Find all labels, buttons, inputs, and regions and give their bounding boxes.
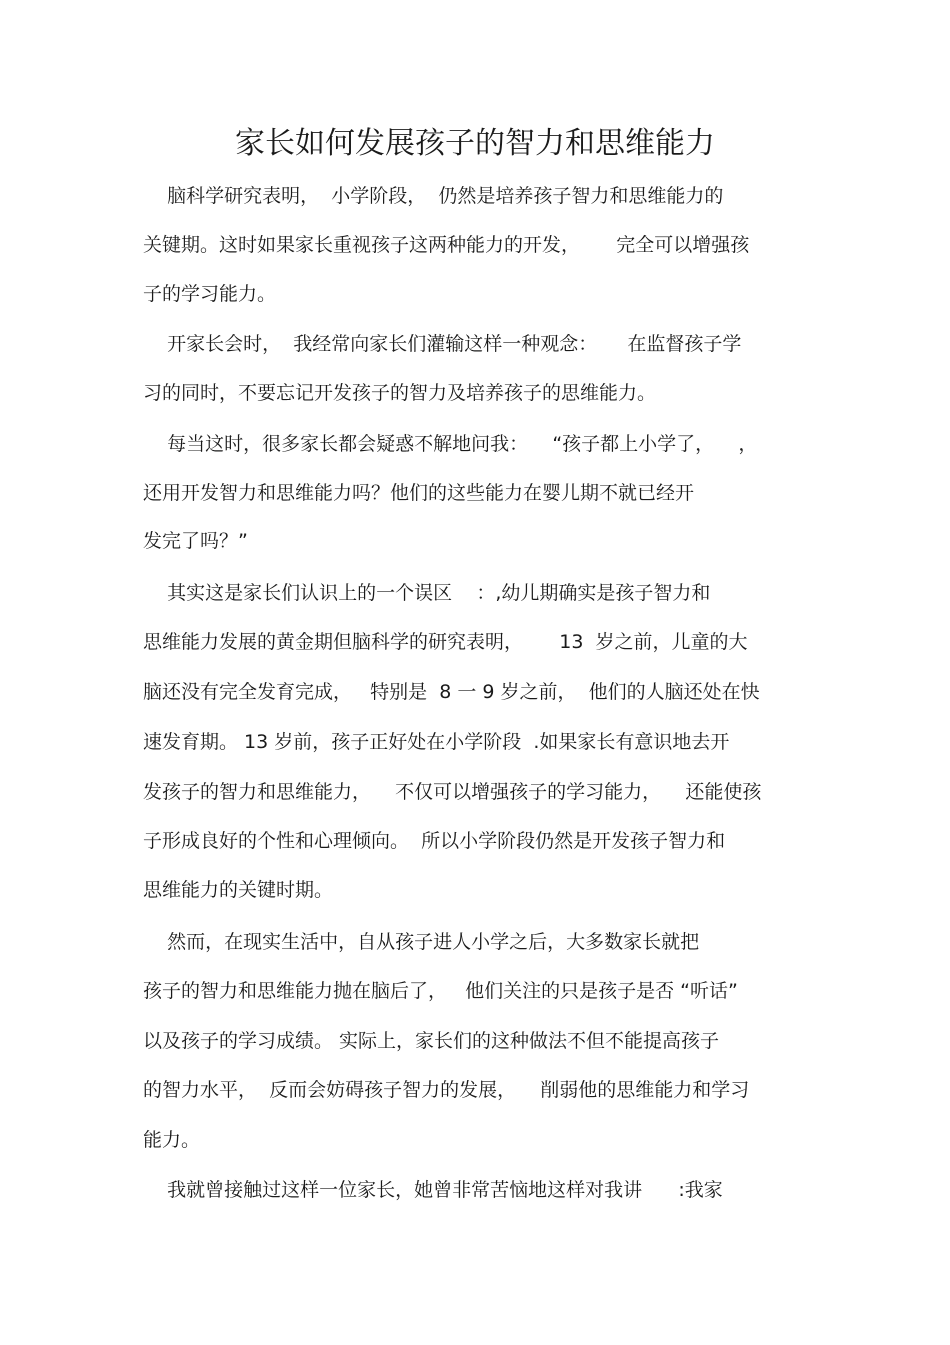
text-line: 能力。 — [143, 1129, 201, 1151]
text-line: 思维能力的关键时期。 — [143, 879, 334, 901]
text-line: 脑还没有完全发育完成， 特别是 8 一 9 岁之前， 他们的人脑还处在快 — [143, 681, 760, 703]
text-line: 还用开发智力和思维能力吗？他们的这些能力在婴儿期不就已经开 — [143, 482, 695, 504]
text-line: 习的同时，不要忘记开发孩子的智力及培养孩子的思维能力。 — [143, 382, 657, 404]
text-line: 然而，在现实生活中，自从孩子进人小学之后，大多数家长就把 — [143, 931, 700, 953]
text-line: 子形成良好的个性和心理倾向。 所以小学阶段仍然是开发孩子智力和 — [143, 830, 726, 852]
text-line: 以及孩子的学习成绩。 实际上，家长们的这种做法不但不能提高孩子 — [143, 1030, 720, 1052]
text-line: 脑科学研究表明， 小学阶段， 仍然是培养孩子智力和思维能力的 — [143, 185, 724, 207]
text-line: 孩子的智力和思维能力抛在脑后了， 他们关注的只是孩子是否 “听话” — [143, 980, 738, 1002]
text-line: 速发育期。 13 岁前，孩子正好处在小学阶段 .如果家长有意识地去开 — [143, 731, 730, 753]
text-line: 发孩子的智力和思维能力， 不仅可以增强孩子的学习能力， 还能使孩 — [143, 781, 762, 803]
text-line: 其实这是家长们认识上的一个误区 ：,幼儿期确实是孩子智力和 — [143, 582, 711, 604]
text-line: 的智力水平， 反而会妨碍孩子智力的发展， 削弱他的思维能力和学习 — [143, 1079, 750, 1101]
text-line: 发完了吗？” — [143, 530, 248, 552]
text-line: 子的学习能力。 — [143, 283, 277, 305]
text-line: 关键期。这时如果家长重视孩子这两种能力的开发， 完全可以增强孩 — [143, 234, 750, 256]
text-line: 我就曾接触过这样一位家长，她曾非常苦恼地这样对我讲 :我家 — [143, 1179, 723, 1201]
text-line: 开家长会时， 我经常向家长们灌输这样一种观念： 在监督孩子学 — [143, 333, 742, 355]
document-title: 家长如何发展孩子的智力和思维能力 — [235, 126, 715, 161]
text-line: 思维能力发展的黄金期但脑科学的研究表明， 13 岁之前，儿童的大 — [143, 631, 748, 653]
text-line: 每当这时，很多家长都会疑惑不解地问我： “孩子都上小学了， ， — [143, 433, 758, 455]
